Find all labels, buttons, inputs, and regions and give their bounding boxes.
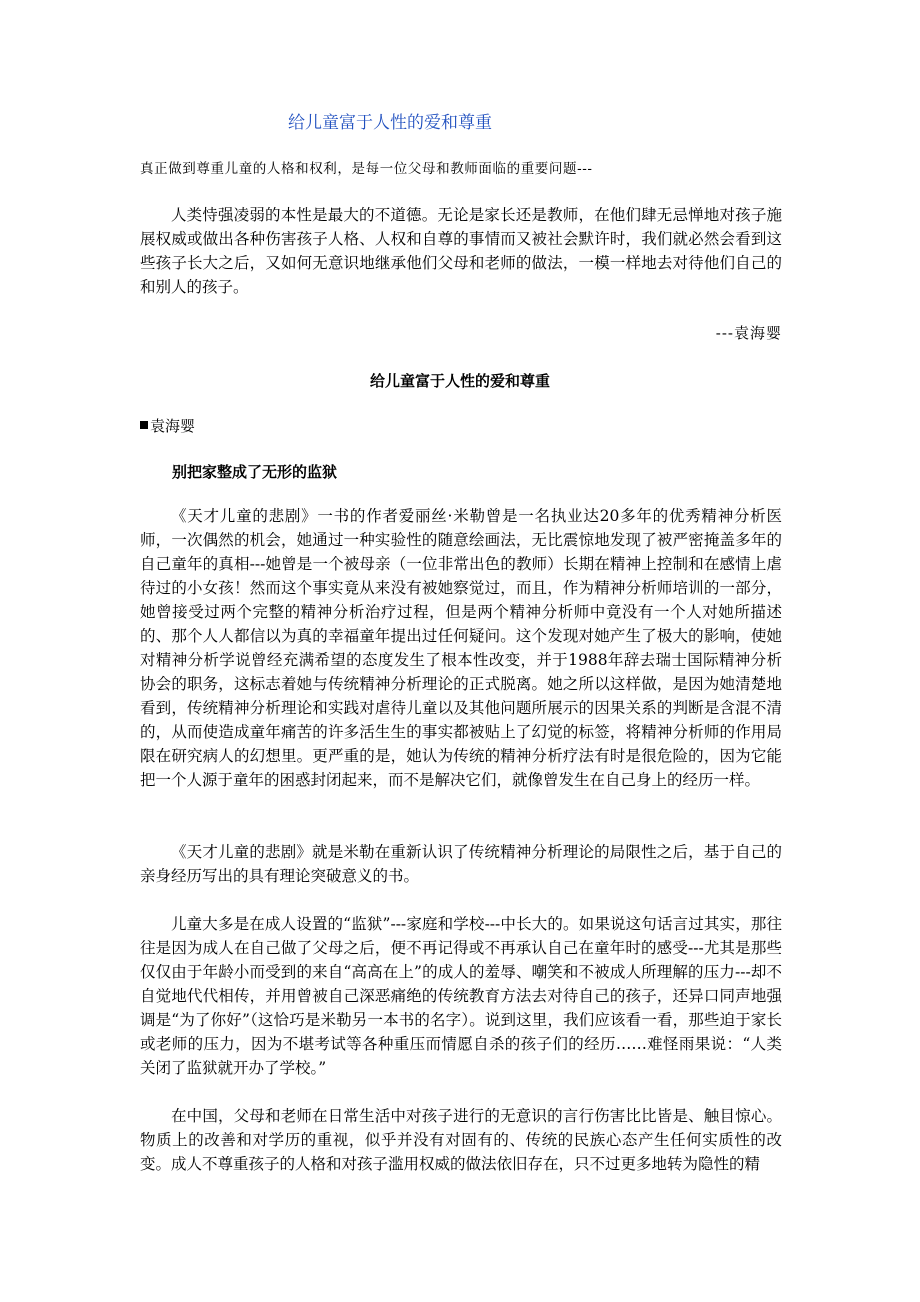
article-title: 给儿童富于人性的爱和尊重 [369, 372, 550, 390]
intro-signature: ---袁海婴 [715, 324, 782, 342]
author-line [140, 414, 195, 438]
body-paragraph-2: 《天才儿童的悲剧》就是米勒在重新认识了传统精神分析理论的局限性之后，基于自己的亲身经历写出的具有理论突破意义的书。 [140, 843, 782, 885]
author-name: 袁海婴 [150, 417, 196, 435]
section-heading: 别把家整成了无形的监狱 [172, 463, 338, 481]
page-subtitle: 真正做到尊重儿童的人格和权利，是每一位父母和教师面临的重要问题--- [140, 161, 593, 177]
page-title: 给儿童富于人性的爱和尊重 [288, 113, 492, 133]
body-paragraph-1: 《天才儿童的悲剧》一书的作者爱丽丝·米勒曾是一名执业达20多年的优秀精神分析医师，一次偶然的机会，她通过一种实验性的随意绘画法，无比震惊地发现了被严密掩盖多年的自己童年的真相---她曾是一个被母亲（一位非常出色的教师）长期在精神上控制和在感情上虐待过的小女孩！然而这个事实竟从来没有被她察觉过，而且，作为精神分析师培训的一部分，她曾接受过两个完整的精神分析治疗过程，但是两个精神分析师中竟没有一个人对她所描述的、那个人人都信以为真的幸福童年提出过任何疑问。这个发现对她产生了极大的影响，使她对精神分析学说曾经充满希望的态度发生了根本性改变，并于1988年辞去瑞士国际精神分析协会的职务，这标志着她与传统精神分析理论的正式脱离。她之所以这样做，是因为她清楚地看到，传统精神分析理论和实践对虐待儿童以及其他问题所展示的因果关系的判断是含混不清的，从而使造成童年痛苦的许多活生生的事实都被贴上了幻觉的标签，将精神分析师的作用局限在研究病人的幻想里。更严重的是，她认为传统的精神分析疗法有时是很危险的，因为它能把一个人源于童年的困惑封闭起来，而不是解决它们，就像曾发生在自己身上的经历一样。 [140, 507, 782, 789]
square-bullet-icon [140, 421, 148, 429]
body-paragraph-4: 在中国，父母和老师在日常生活中对孩子进行的无意识的言行伤害比比皆是、触目惊心。物质上的改善和对学历的重视，似乎并没有对固有的、传统的民族心态产生任何实质性的改变。成人不尊重孩子的人格和对孩子滥用权威的做法依旧存在，只不过更多地转为隐性的精 [140, 1107, 782, 1173]
intro-paragraph: 人类恃强凌弱的本性是最大的不道德。无论是家长还是教师，在他们肆无忌惮地对孩子施展权威或做出各种伤害孩子人格、人权和自尊的事情而又被社会默许时，我们就必然会看到这些孩子长大之后，又如何无意识地继承他们父母和老师的做法，一模一样地去对待他们自己的和别人的孩子。 [140, 206, 782, 296]
body-paragraph-3: 儿童大多是在成人设置的“监狱”---家庭和学校---中长大的。如果说这句话言过其实，那往往是因为成人在自己做了父母之后，便不再记得或不再承认自己在童年时的感受---尤其是那些仅仅由于年龄小而受到的来自“高高在上”的成人的羞辱、嘲笑和不被成人所理解的压力---却不自觉地代代相传，并用曾被自己深恶痛绝的传统教育方法去对待自己的孩子，还异口同声地强调是“为了你好”（这恰巧是米勒另一本书的名字）。说到这里，我们应该看一看，那些迫于家长或老师的压力，因为不堪考试等各种重压而情愿自杀的孩子们的经历……难怪雨果说：“人类关闭了监狱就开办了学校。” [140, 915, 782, 1077]
